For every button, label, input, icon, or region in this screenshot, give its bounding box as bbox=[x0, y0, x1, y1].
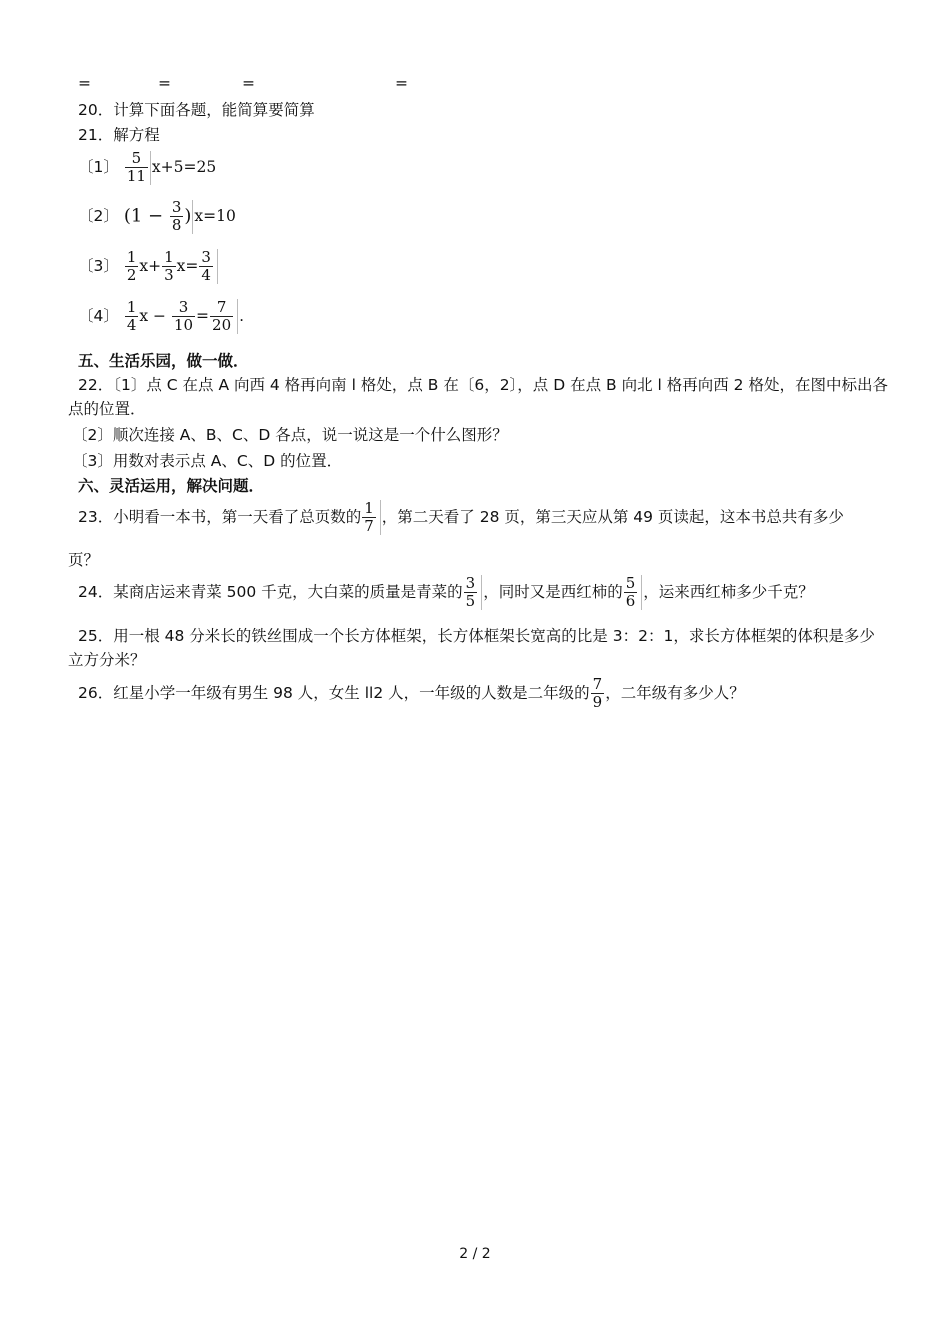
equation-4: 〔4〕 $\frac{1}{4}$ x − $\frac{3}{10}$ = $\frac{7}{20}$ . bbox=[78, 298, 245, 334]
equals-sign: = bbox=[78, 74, 91, 92]
fraction: $\frac{3}{5}$ bbox=[464, 575, 483, 610]
equation-text: x+5=25 bbox=[151, 158, 217, 176]
section-5-heading: 五、生活乐园，做一做． bbox=[78, 352, 249, 370]
question-22-part-1: 22．〔1〕点 C 在点 A 向西 4 格再向南 l 格处，点 B 在〔6，2〕，点 D 在点 B 向北 l 格再向西 2 格处，在图中标出各点的位置． bbox=[68, 376, 888, 418]
page-number: 2 / 2 bbox=[459, 1246, 491, 1262]
equals-sign: = bbox=[395, 74, 408, 92]
fraction: $\frac{7}{20}$ bbox=[210, 299, 238, 334]
equation-text: x=10 bbox=[194, 207, 236, 225]
fraction: $\frac{1}{4}$ bbox=[126, 298, 137, 334]
fraction: $\frac{5}{11}$ bbox=[126, 149, 146, 185]
equation-label: 〔2〕 bbox=[78, 207, 119, 225]
question-24: 24．某商店运来青菜 500 千克，大白菜的质量是青菜的 $\frac{3}{5}$ ，同时又是西红柿的 $\frac{5}{6}$ ，运来西红柿多少千克？ bbox=[78, 574, 814, 610]
question-26: 26．红星小学一年级有男生 98 人，女生 ll2 人，一年级的人数是二年级的 $\frac{7}{9}$ ，二年级有多少人？ bbox=[78, 675, 745, 711]
equation-label: 〔4〕 bbox=[78, 307, 119, 325]
question-21-title: 21．解方程 bbox=[78, 126, 160, 144]
section-6-heading: 六、灵活运用，解决问题． bbox=[78, 477, 265, 495]
question-20: 20．计算下面各题，能简算要简算 bbox=[78, 101, 315, 119]
equals-sign: = bbox=[158, 74, 171, 92]
question-22-part-3: 〔3〕用数对表示点 A、C、D 的位置． bbox=[72, 452, 343, 470]
question-23: 23．小明看一本书，第一天看了总页数的 $\frac{1}{7}$ ，第二天看了 28 页，第三天应从第 49 页读起，这本书总共有多少 bbox=[78, 499, 844, 535]
fraction: $\frac{1}{2}$ bbox=[126, 248, 137, 284]
fraction: $\frac{1}{7}$ bbox=[362, 500, 381, 535]
equation-label: 〔1〕 bbox=[78, 158, 119, 176]
paren-open: (1 − bbox=[123, 205, 169, 227]
equation-2 bbox=[78, 199, 236, 234]
fraction: $\frac{3}{4}$ bbox=[199, 249, 218, 284]
question-22-part-2: 〔2〕顺次连接 A、B、C、D 各点，说一说这是一个什么图形？ bbox=[72, 426, 508, 444]
equation-1 bbox=[78, 150, 216, 185]
paren-close: ) bbox=[184, 205, 192, 227]
fraction: $\frac{3}{10}$ bbox=[173, 298, 194, 334]
fraction: $\frac{3}{8}$ bbox=[171, 198, 182, 234]
fraction: $\frac{5}{6}$ bbox=[624, 575, 643, 610]
fraction: $\frac{7}{9}$ bbox=[592, 675, 603, 711]
equation-label: 〔3〕 bbox=[78, 257, 119, 275]
equals-sign: = bbox=[242, 74, 255, 92]
equation-3: 〔3〕 $\frac{1}{2}$ x+ $\frac{1}{3}$ x= $\frac{3}{4}$ bbox=[78, 249, 219, 284]
fraction: $\frac{1}{3}$ bbox=[164, 248, 174, 284]
question-23-continued: 页？ bbox=[68, 551, 100, 569]
question-25: 25．用一根 48 分米长的铁丝围成一个长方体框架，长方体框架长宽高的比是 3：2：1，求长方体框架的体积是多少立方分米？ bbox=[68, 627, 875, 669]
